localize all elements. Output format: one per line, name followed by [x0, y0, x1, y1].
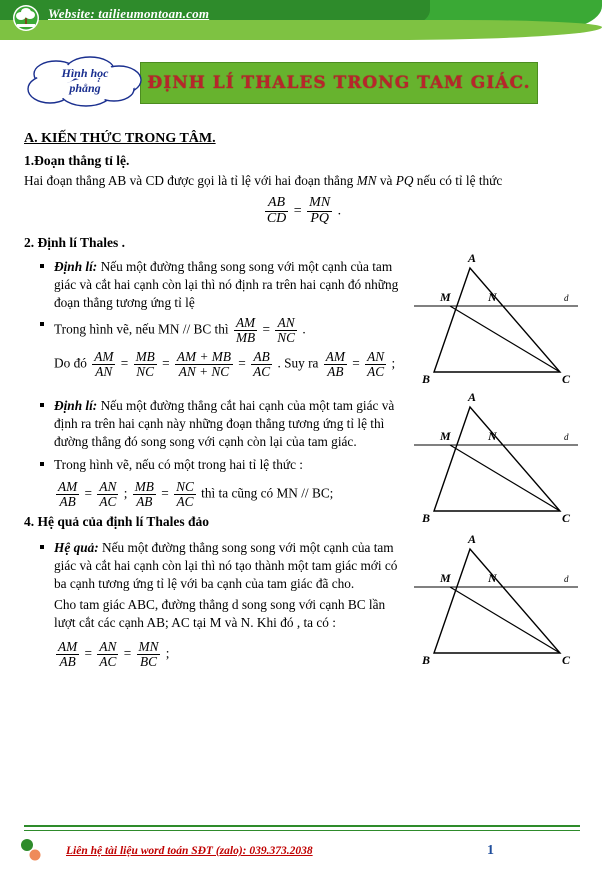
fraction-am-ab: [324, 350, 347, 379]
bullet-hinh-ve-2: [38, 456, 404, 474]
frac-den: NC: [136, 364, 155, 380]
svg-text:N: N: [488, 571, 497, 586]
svg-text:d: d: [564, 432, 569, 443]
item4-heading: 4. Hệ quả của định lí Thales đảo: [24, 513, 210, 529]
svg-text:N: N: [488, 289, 497, 304]
item1-text-b: nếu có tỉ lệ thức: [413, 173, 503, 189]
derivation-lead: Do đó: [54, 355, 87, 371]
equals-sign: =: [84, 485, 93, 501]
website-label: Website: tailieumontoan.com: [48, 6, 210, 21]
svg-text:M: M: [440, 289, 451, 304]
frac-num: AN: [367, 349, 385, 365]
svg-text:B: B: [422, 653, 431, 668]
fraction-an-nc: [275, 316, 297, 345]
figure-thales-2: [412, 389, 580, 531]
frac-num: MN: [309, 195, 331, 211]
footer-divider: [24, 825, 580, 831]
text-corollary-setup: Cho tam giác ABC, đường thẳng d song song với cạnh BC lần lượt cắt các cạnh AB; AC tại M và N. Khi đó , ta có :: [54, 596, 386, 630]
fraction-mn-pq: [307, 196, 332, 226]
page-number: 1: [487, 843, 494, 858]
svg-text:A: A: [468, 250, 477, 265]
frac-den: MB: [235, 330, 256, 346]
label-dinh-li: Định lí:: [54, 398, 98, 414]
equals-sign: =: [84, 645, 93, 661]
svg-text:C: C: [562, 371, 571, 386]
section-a-heading: A. KIẾN THỨC TRONG TÂM.: [24, 131, 216, 146]
equals-sign: =: [162, 355, 170, 371]
text-hinh-ve-2: Trong hình vẽ, nếu có một trong hai tỉ lệ thức :: [54, 457, 303, 473]
frac-num: MB: [134, 479, 154, 495]
frac-den: AB: [59, 493, 76, 509]
frac-den: CD: [266, 210, 287, 226]
bullet-hinh-ve-1: [38, 316, 404, 345]
title-banner-text: ĐỊNH LÍ THALES TRONG TAM GIÁC.: [147, 73, 531, 93]
frac-num: AB: [251, 350, 272, 365]
item2-heading: 2. Định lí Thales .: [24, 235, 126, 251]
fraction-mb-nc: [134, 350, 157, 379]
frac-den: AB: [327, 364, 344, 380]
svg-text:M: M: [440, 429, 451, 444]
frac-num: AN: [99, 638, 117, 654]
equals-sign: =: [123, 645, 132, 661]
block-theorem-2-text: [24, 397, 404, 509]
text-conclusion-2: thì ta cũng có MN // BC;: [201, 485, 334, 501]
item1-text-a: Hai đoạn thẳng AB và CD được gọi là tỉ lệ với hai đoạn thẳng: [24, 173, 357, 189]
page-header: [0, 0, 602, 42]
text-hinh-ve-1: Trong hình vẽ, nếu MN // BC thì: [54, 321, 229, 337]
svg-text:B: B: [422, 371, 431, 386]
frac-den: AB: [136, 493, 153, 509]
item1-pq: PQ: [395, 173, 414, 189]
svg-text:M: M: [440, 571, 451, 586]
header-swoosh: [0, 20, 602, 40]
frac-den: AB: [59, 653, 76, 669]
equals-sign: =: [120, 355, 129, 371]
fraction-mn-bc: [137, 640, 161, 669]
block-theorem-1-text: [24, 258, 404, 380]
bullet-he-qua: [38, 539, 404, 593]
footer-contact: Liên hệ tài liệu word toán SĐT (zalo): 039.373.2038: [66, 845, 313, 857]
frac-den: PQ: [310, 210, 329, 226]
svg-text:C: C: [562, 653, 571, 668]
derivation-line-3: [54, 640, 404, 669]
svg-text:d: d: [564, 574, 569, 585]
fraction-am-ab-3: [56, 640, 79, 669]
frac-den: AC: [99, 653, 117, 669]
frac-num: AM: [58, 638, 78, 654]
derivation-line-1: [54, 350, 404, 379]
frac-den: AN + NC: [178, 364, 230, 380]
fraction-an-ac: [365, 350, 386, 379]
derivation-line-2: [54, 480, 404, 509]
tail-punct: .: [302, 321, 306, 337]
tail-punct: ;: [165, 645, 170, 661]
frac-den: AC: [176, 493, 194, 509]
tail-punct: ;: [391, 355, 396, 371]
frac-num: AM: [325, 349, 345, 365]
svg-text:C: C: [562, 511, 571, 526]
svg-text:d: d: [564, 292, 569, 303]
equals-sign: =: [352, 355, 360, 371]
label-he-qua: Hệ quả:: [54, 540, 99, 556]
block-theorem-1: [24, 250, 580, 386]
frac-num: AN: [275, 316, 297, 331]
fraction-am-ab-2: [56, 480, 79, 509]
cloud-label-line2: phẳng: [69, 81, 101, 95]
frac-den: AN: [95, 364, 113, 380]
fraction-nc-ac: [174, 480, 196, 509]
text-dinh-li-1: Nếu một đường thẳng song song với một cạnh của tam giác và cắt hai cạnh còn lại thì nó định ra trên hai cạnh đó những đoạn thẳng tương ứng tỉ lệ: [54, 258, 399, 310]
bullet-dinh-li-2: [38, 397, 404, 451]
frac-num: AM + MB: [176, 349, 231, 365]
frac-den: AC: [99, 493, 117, 509]
text-he-qua: Nếu một đường thẳng song song với một cạnh của tam giác và cắt hai cạnh còn lại thì nó tạo thành một tam giác mới có ba cạnh tương ứng tỉ lệ với ba cạnh của tam giác đã cho.: [54, 540, 398, 592]
derivation-mid: . Suy ra: [277, 355, 319, 371]
frac-num: MB: [135, 349, 155, 365]
frac-num: AM: [235, 315, 256, 331]
equation1-tail: .: [337, 203, 342, 219]
figure-thales-3: [412, 531, 580, 673]
fraction-ab-ac: [251, 350, 272, 379]
frac-den: AC: [367, 364, 385, 380]
item1-paragraph: [24, 172, 580, 190]
fraction-am-mb: [234, 316, 257, 345]
label-dinh-li: Định lí:: [54, 258, 98, 274]
item1-heading: 1.Đoạn thẳng tỉ lệ.: [24, 152, 130, 168]
frac-num: NC: [176, 479, 194, 495]
block-corollary: [24, 532, 580, 669]
fraction-an-ac-2: [97, 480, 118, 509]
frac-den: AC: [253, 364, 271, 380]
comma-sep: ;: [123, 485, 128, 501]
fraction-ab-cd: [265, 196, 288, 226]
text-dinh-li-2: Nếu một đường thẳng cắt hai cạnh của một tam giác và định ra trên hai cạnh này những đoạn thẳng tương ứng tỉ lệ thì đường thẳng đó song song với cạnh còn lại của tam giác.: [54, 398, 395, 450]
fraction-ammb-annc: [175, 350, 233, 379]
svg-text:B: B: [422, 511, 431, 526]
cloud-label: [24, 66, 146, 96]
frac-den: BC: [139, 653, 157, 669]
cloud-label-line1: Hình học: [61, 66, 109, 80]
equation-1: [24, 196, 580, 226]
equals-sign: =: [161, 485, 169, 501]
frac-den: NC: [277, 330, 296, 346]
frac-num: AM: [94, 349, 114, 365]
figure-thales-1: [412, 250, 580, 392]
title-block: [24, 56, 536, 108]
item1-mn: MN: [356, 173, 377, 189]
bullet-dinh-li-1: [38, 258, 404, 312]
frac-num: AB: [265, 196, 288, 212]
svg-text:A: A: [468, 390, 477, 405]
frac-num: AN: [99, 479, 117, 495]
fraction-an-ac-3: [97, 640, 118, 669]
svg-text:N: N: [488, 429, 497, 444]
equals-sign: =: [238, 355, 246, 371]
frac-num: AM: [58, 479, 78, 495]
title-banner: [140, 62, 538, 104]
frac-num: MN: [138, 638, 159, 654]
fraction-am-an: [92, 350, 115, 379]
document-body: [24, 130, 580, 672]
block-corollary-text: [24, 539, 404, 669]
item1-and: và: [376, 173, 396, 189]
svg-text:A: A: [468, 532, 477, 547]
equals-sign: =: [262, 321, 270, 337]
tree-logo-icon: [12, 4, 40, 32]
footer-dots-icon: [18, 839, 58, 861]
equals-sign: =: [293, 203, 302, 219]
fraction-mb-ab: [133, 480, 156, 509]
